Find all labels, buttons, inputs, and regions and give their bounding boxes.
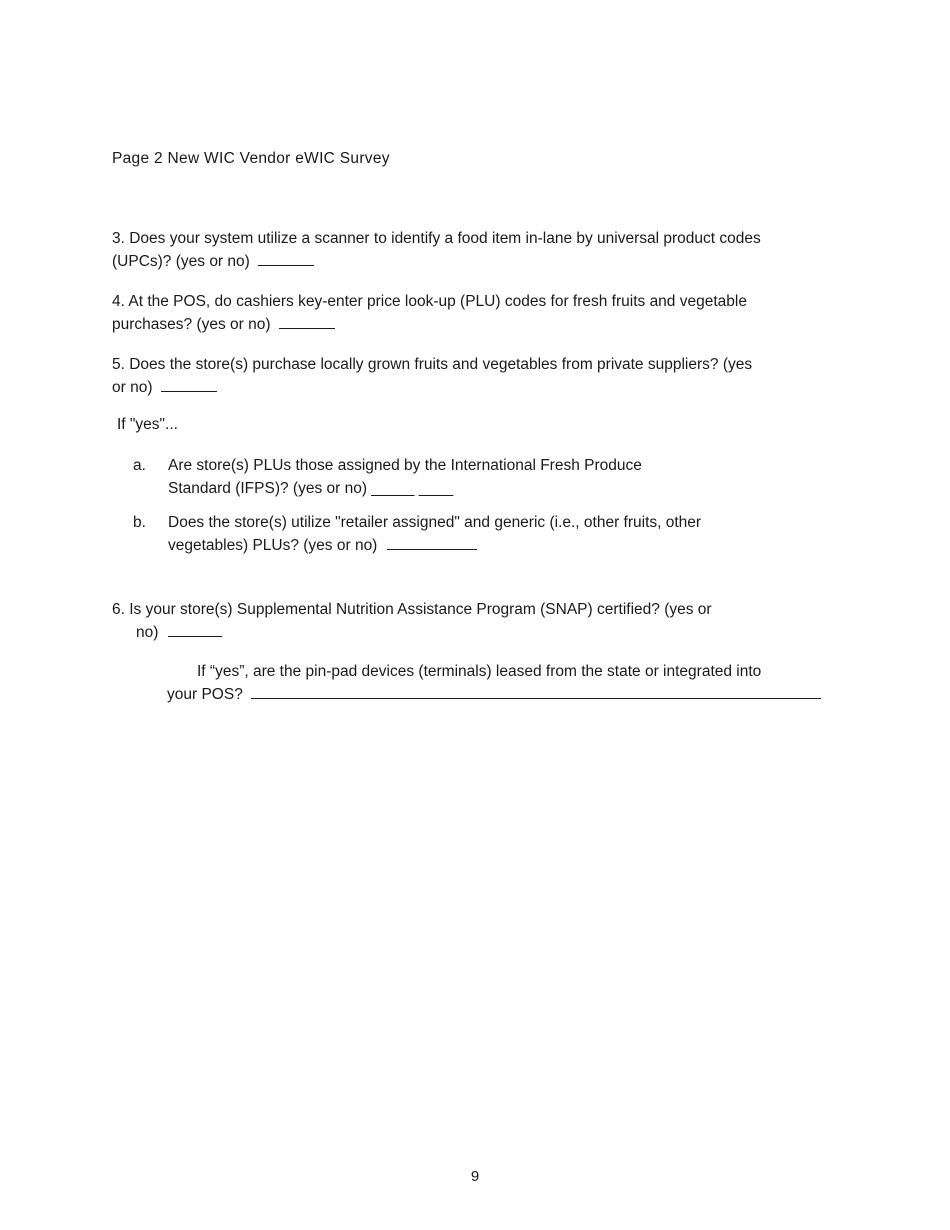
- if-yes-label: If "yes"...: [117, 416, 178, 433]
- question-5-line2: or no): [112, 379, 153, 396]
- question-3: [112, 227, 832, 273]
- question-6-line2: no): [136, 624, 159, 641]
- page-number: 9: [470, 1168, 480, 1185]
- question-5b-letter: b.: [133, 514, 146, 531]
- question-6-followup-line2: your POS?: [167, 686, 243, 703]
- question-3-line1: 3. Does your system utilize a scanner to identify a food item in-lane by universal product codes: [112, 230, 761, 247]
- question-3-line2: (UPCs)? (yes or no): [112, 253, 250, 270]
- answer-blank-q5[interactable]: [161, 377, 217, 392]
- question-5a: [133, 454, 773, 500]
- answer-blank-q5b[interactable]: [387, 535, 477, 550]
- answer-blank-q4[interactable]: [279, 314, 335, 329]
- question-5-line1: 5. Does the store(s) purchase locally grown fruits and vegetables from private suppliers? (yes: [112, 356, 753, 373]
- question-6: [112, 598, 832, 644]
- question-5b-line2: vegetables) PLUs? (yes or no): [168, 537, 378, 554]
- question-5a-line1: Are store(s) PLUs those assigned by the International Fresh Produce: [168, 457, 642, 474]
- question-6-line1: 6. Is your store(s) Supplemental Nutrition Assistance Program (SNAP) certified? (yes or: [112, 601, 712, 618]
- question-5a-line2[interactable]: Standard (IFPS)? (yes or no) _____ ____: [168, 480, 454, 497]
- answer-blank-q3[interactable]: [258, 251, 314, 266]
- answer-blank-q6[interactable]: [168, 622, 222, 637]
- question-5: [112, 353, 832, 399]
- question-4: [112, 290, 832, 336]
- question-5b-line1: Does the store(s) utilize "retailer assigned" and generic (i.e., other fruits, other: [168, 514, 702, 531]
- question-4-line2: purchases? (yes or no): [112, 316, 271, 333]
- question-5a-letter: a.: [133, 457, 146, 474]
- question-4-line1: 4. At the POS, do cashiers key-enter price look-up (PLU) codes for fresh fruits and vegetable: [112, 293, 747, 310]
- page-header: Page 2 New WIC Vendor eWIC Survey: [112, 150, 390, 167]
- question-6-followup: [167, 660, 832, 706]
- answer-blank-q6-followup[interactable]: [251, 684, 821, 699]
- question-6-followup-line1: If “yes”, are the pin-pad devices (terminals) leased from the state or integrated into: [197, 663, 762, 680]
- question-5b: [133, 511, 773, 557]
